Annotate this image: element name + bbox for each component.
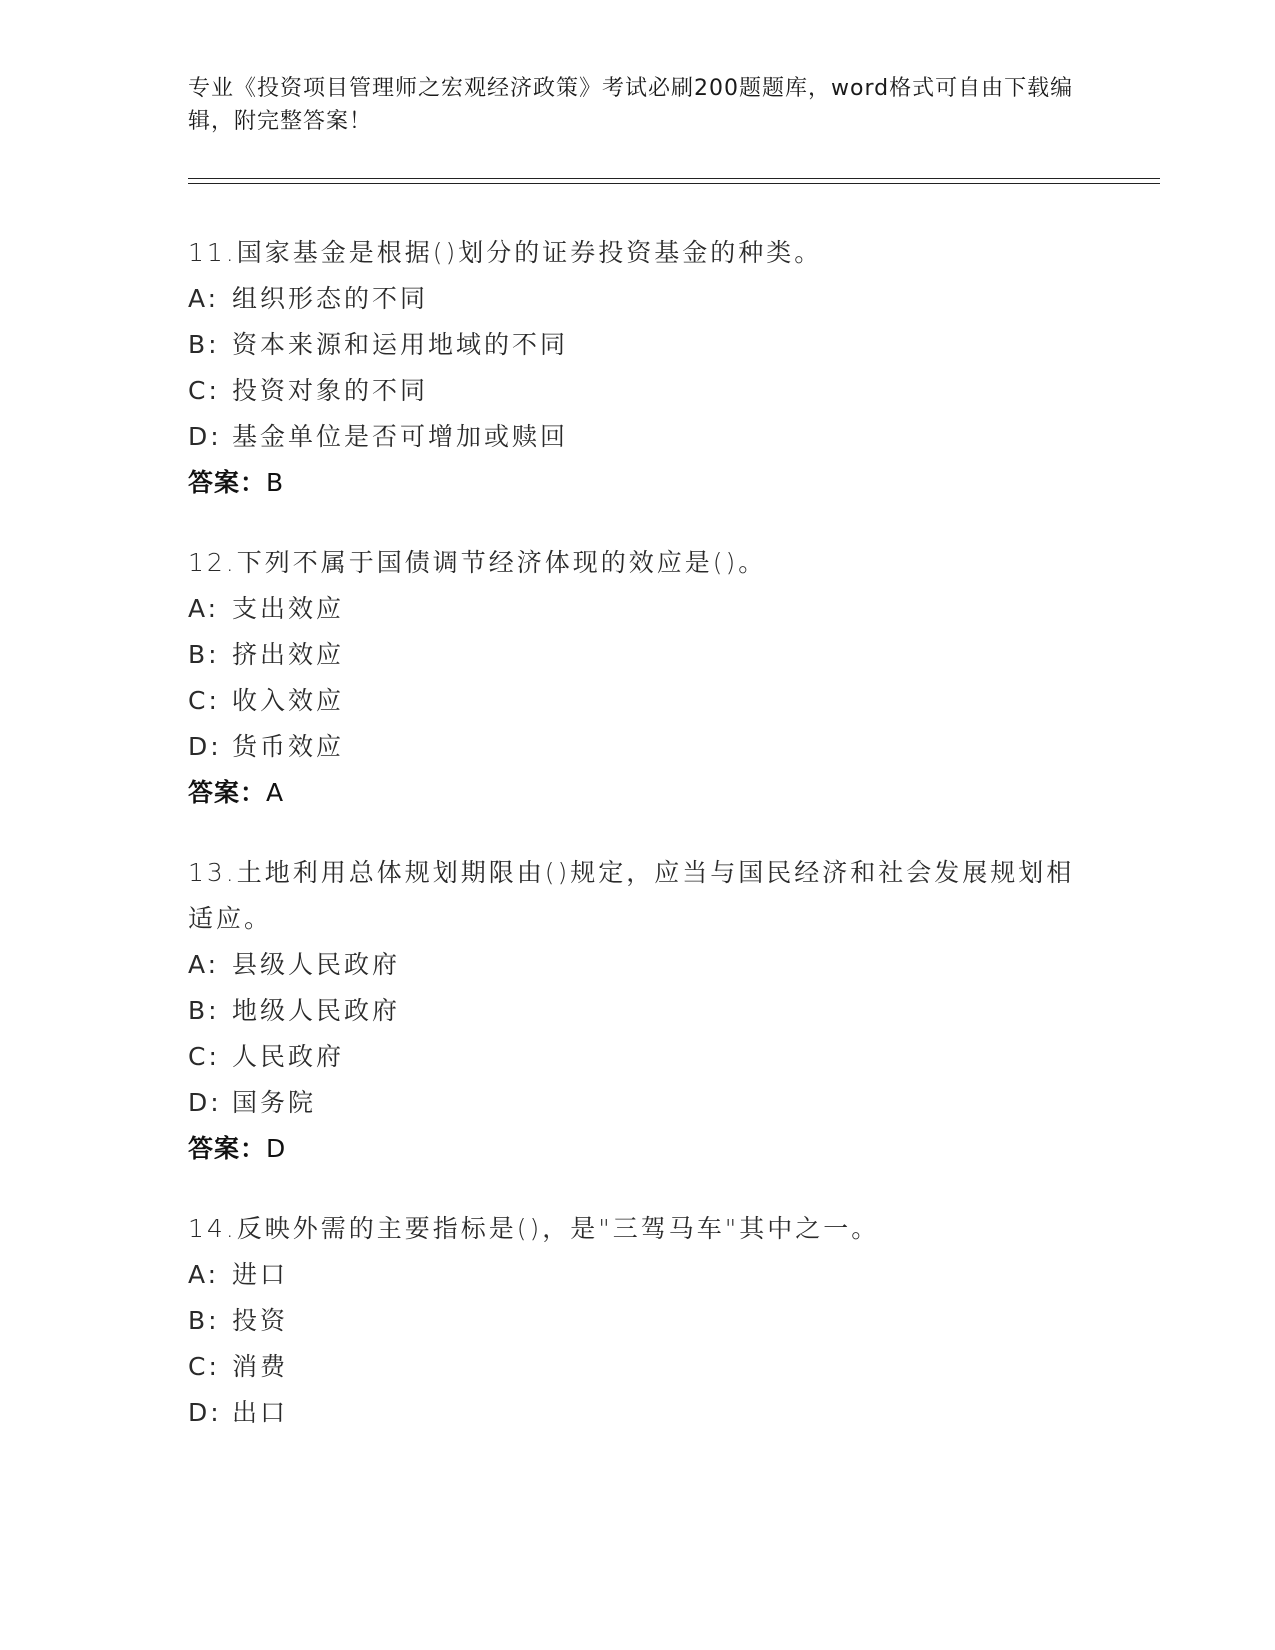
option-letter: A: <box>188 950 220 979</box>
option-letter: C: <box>188 686 220 715</box>
option-text: 支出效应 <box>232 594 345 623</box>
option-letter: A: <box>188 594 220 623</box>
answer-line <box>188 460 1088 506</box>
option-text: 进口 <box>232 1260 289 1289</box>
option-letter: B: <box>188 1306 220 1335</box>
question-14 <box>188 1206 1088 1436</box>
header-rule-top <box>188 178 1160 179</box>
option-letter: A: <box>188 284 220 313</box>
option-letter: C: <box>188 1042 220 1071</box>
option-letter: C: <box>188 1352 220 1381</box>
option-text: 组织形态的不同 <box>232 284 429 313</box>
option-a <box>188 1252 1088 1298</box>
question-list <box>188 230 1088 1470</box>
question-12 <box>188 540 1088 816</box>
question-13 <box>188 850 1088 1172</box>
option-text: 县级人民政府 <box>232 950 401 979</box>
option-c <box>188 368 1088 414</box>
answer-line <box>188 770 1088 816</box>
option-text: 资本来源和运用地域的不同 <box>232 330 569 359</box>
option-d <box>188 414 1088 460</box>
option-letter: D: <box>188 1398 222 1427</box>
option-b <box>188 632 1088 678</box>
option-d <box>188 724 1088 770</box>
question-stem: 14.反映外需的主要指标是()，是"三驾马车"其中之一。 <box>188 1214 880 1243</box>
header-rule-bottom <box>188 183 1160 184</box>
option-b <box>188 988 1088 1034</box>
option-d <box>188 1080 1088 1126</box>
question-stem: 11.国家基金是根据()划分的证券投资基金的种类。 <box>188 238 823 267</box>
option-text: 挤出效应 <box>232 640 345 669</box>
answer-value: B <box>266 468 285 497</box>
option-letter: C: <box>188 376 220 405</box>
question-11 <box>188 230 1088 506</box>
option-text: 国务院 <box>232 1088 317 1117</box>
option-c <box>188 678 1088 724</box>
option-a <box>188 942 1088 988</box>
option-letter: D: <box>188 1088 222 1117</box>
option-text: 基金单位是否可增加或赎回 <box>232 422 569 451</box>
option-letter: B: <box>188 996 220 1025</box>
option-b <box>188 1298 1088 1344</box>
answer-label: 答案： <box>188 1134 267 1163</box>
option-text: 消费 <box>232 1352 289 1381</box>
option-b <box>188 322 1088 368</box>
question-stem: 12.下列不属于国债调节经济体现的效应是()。 <box>188 548 767 577</box>
answer-value: D <box>266 1134 287 1163</box>
option-text: 投资对象的不同 <box>232 376 429 405</box>
option-text: 投资 <box>232 1306 289 1335</box>
option-text: 货币效应 <box>232 732 345 761</box>
option-c <box>188 1034 1088 1080</box>
option-letter: B: <box>188 640 220 669</box>
option-text: 收入效应 <box>232 686 345 715</box>
option-a <box>188 276 1088 322</box>
option-a <box>188 586 1088 632</box>
answer-value: A <box>266 778 285 807</box>
option-d <box>188 1390 1088 1436</box>
answer-line <box>188 1126 1088 1172</box>
document-header: 专业《投资项目管理师之宏观经济政策》考试必刷200题题库，word格式可自由下载编辑，附完整答案！ <box>188 76 1074 134</box>
answer-label: 答案： <box>188 778 267 807</box>
option-letter: D: <box>188 732 222 761</box>
option-text: 地级人民政府 <box>232 996 401 1025</box>
option-text: 出口 <box>232 1398 289 1427</box>
question-stem: 13.土地利用总体规划期限由()规定，应当与国民经济和社会发展规划相适应。 <box>188 858 1075 933</box>
option-c <box>188 1344 1088 1390</box>
option-letter: D: <box>188 422 222 451</box>
option-text: 人民政府 <box>232 1042 345 1071</box>
option-letter: B: <box>188 330 220 359</box>
option-letter: A: <box>188 1260 220 1289</box>
answer-label: 答案： <box>188 468 267 497</box>
